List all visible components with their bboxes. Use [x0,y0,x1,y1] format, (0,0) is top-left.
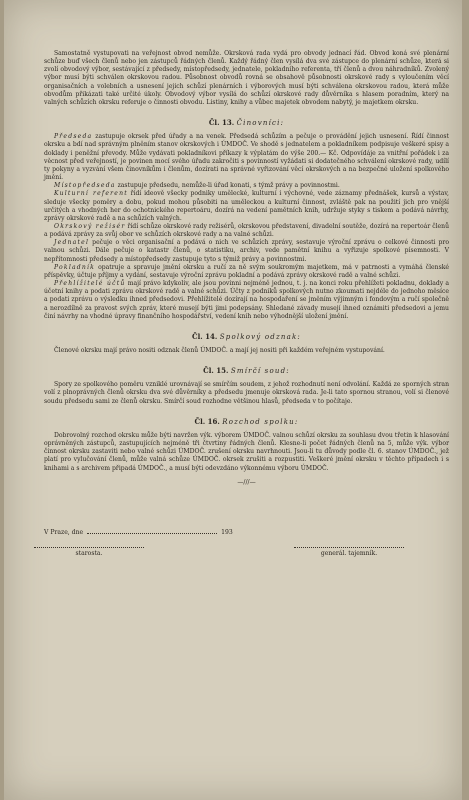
text-jednatel: pečuje o věci organisační a podává o nich ve schůzích zprávy, sestavuje výroční zprávu o celkové činnosti pro valnou schůzi. Dále pečuje o katastr členů, o statistiku, archiv, vede pamětní knihu a vyřizuje spolkové písemnosti. V nepřítomnosti předsedy a místopředsedy zastupuje tyto s týmiž právy a povinnostmi. [44,239,450,263]
signature-tajemnik: generál. tajemník. [294,547,404,558]
section-14-title: Spolkový odznak: [219,332,301,341]
paragraph-kulturni-referent [44,190,449,223]
section-15-number: Čl. 15. [203,366,229,376]
text-predseda: zastupuje okrsek před úřady a na venek. Předsedá schůzím a pečuje o provádění jejich usnesení. Řídí činnost okrsku a bdí nad správným plněním stanov okrskových i ÚMDOČ. Ve shodě s jednatelem a pokladníkem podpisuje veškeré spisy a doklady i peněžní převody. Může vydávati pokladníkovi příkazy k výplatám do výše 200.— Kč. Odpovídáje za vnitřní pořádek i za věcnost před veřejností, je povinen mocí svého úřadu zakročiti s povinností vyžádati si dodatečného schválení okrskové rady, udílí ty pokyny a vyzvání všem činovníkům i členům, dozírati na správné vyřizování věcí okrskových a na bezpečné uložení spolkového jmění. [44,133,449,182]
paragraph-smirci-soud: Spory ze spolkového poměru vzniklé urovnávají se smírčím soudem, z jehož rozhodnutí není odvolání. Každá ze sporných stran volí z plnoprávných členů okrsku dva své důvěrníky a předsedu jmenuje okrsková rada. Je-li tato spornou stranou, volí si členové soudu předsedu sami ze členů okrsku. Smírčí soud rozhodne většinou hlasů, předseda v to počítaje. [44,381,449,405]
date-prefix: V Praze, dne [44,528,84,536]
section-16-heading [44,418,449,426]
term-prehlizitele: Přehlížitelé účtů [54,280,126,288]
date-line [44,529,449,537]
paragraph-mistopredseda [44,182,449,190]
paragraph-odznak: Členové okrsku mají právo nositi odznak členů ÚMDOČ. a mají jej nositi při každém veřejném vystupování. [54,347,385,354]
text-kulturni-referent: řídí ideově všecky podniky umělecké, kulturní i výchovné, vede záznamy přednášek, kursů a výstav, sleduje všecky poměry a dobu, pokud mohou působiti na uměleckou a kulturní činnost, zvláště pak na použití jich pro vnější určitých a vhodných her do ochotnického repertoáru, dozírá na vedení pamětních knih, udržuje styky s tiskem a podává návrhy, zprávy okrskové radě a na schůzích valných. [44,190,449,222]
term-pokladnik: Pokladník [54,263,96,271]
date-year: 193 [221,528,233,536]
text-prehlizitele: mají právo kdykoliv, ale jsou povinni nejméně jednou, t. j. na konci roku přehlížeti pokladnu, doklady a účetní knihy a podati zprávu okrskové radě a valné schůzi. Účty z podniků spolkových nutno zkoumati nejdéle do jednoho měsíce a podati zprávu o výsledku ihned předsedovi. Přehlížitelé dozírají na hospodaření se jměním výjimným i fondovým a ručí společně a nerozdílně za pravost svých zpráv, které musejí býti jimi podepsány. Shledané závady musejí ihned oznámiti předsedovi a jemu činí návrhy na vhodné úpravy finančního hospodářství, vedení knih nebo výhodnější uložení jmění. [44,280,450,320]
text-reziser: řídí schůze okrskové rady režisérů, okrskovou představení, divadelní soutěže, dozírá na repertoár členů a podává zprávy za svůj obor ve schůzích okrskové rady a na valné schůzi. [44,222,450,239]
section-13-number: Čl. 13. [208,118,235,128]
section-15-heading [44,367,449,375]
section-13-title: Činovníci: [236,119,285,128]
signature-starosta: starosta. [34,547,144,558]
text-pokladnik: opatruje a spravuje jmění okrsku a ručí za ně svým soukromým majetkem, má v patrnosti a vymáhá členské příspěvky, účtuje příjmy a vydání, sestavuje výroční zprávu pokladní a podává zprávy okrskové radě a valné schůzi. [44,263,450,279]
term-mistopredseda: Místopředseda [54,182,116,190]
section-14-heading [44,333,449,341]
section-16-title: Rozchod spolku: [222,417,299,426]
paragraph-rozchod: Dobrovolný rozchod okrsku může býti navržen výk. výborem ÚMDOČ. valnou schůzí okrsku za souhlasu dvou třetin k hlasování oprávněných zástupců, zastupujících nejméně tři čtvrtiny řádných členů. Klesne-li počet řádných členů na 5, může výk. výbor činnost okrsku zastaviti nebo valné schůzi ÚMDOČ. zrušení okrsku navrhnouti. Jsou-li tu důvody podle čl. 6. stanov ÚMDOČ., jež platí pro vylučování členů, může valná schůze ÚMDOČ. okrsek zrušiti a rozpustiti. Veškeré jmění okrsku v těchto případech i s knihami a s archivem připadá ÚMDOČ., a musí býti odevzdáno výkonnému výboru ÚMDOČ. [44,431,449,472]
term-jednatel: Jednatel [54,239,90,247]
signatures [44,547,449,587]
paragraph-obvody: Samostatně vystupovati na veřejnost obvod nemůže. Okrsková rada vydá pro obvody jednací řád. Obvod koná své plenární schůze buď všech členů nebo jen zástupců řádných členů. Každý řádný člen vysílá dva své zástupce do plenární schůze, která si zvolí obvodový výbor, sestávající z předsedy, místopředsedy, jednatele, pokladního referenta, tří členů a dvou náhradníků. Zvolený výbor musí býti schválen okrskovou radou. Působnost obvodů rovná se obsahově působnosti okrskové rady s vyloučením věcí organisačních a volebních a usnesení jejich schůzí plenárních i výborových musí býti schválena okrskovou radou, která může obvodům přikázati také určité úkoly. Obvodový výbor vysílá do schůzí okrskové rady důvěrníka s hlasem poradním, který na valných schůzích okrsku referuje o činnosti obvodu. Listiny, knihy a vůbec majetek obvodem nabytý, je majetkem okrsku. [44,50,449,106]
paragraph-prehlizitele [44,280,449,321]
date-blank [87,533,217,534]
section-15-title: Smírčí soud: [230,367,290,376]
term-reziser: Okrskový režisér [54,222,126,230]
end-mark: —///— [237,478,256,486]
section-14-number: Čl. 14. [192,331,218,341]
paragraph-pokladnik [44,264,449,280]
document-page [4,0,462,800]
paragraph-predseda [44,133,449,182]
term-kulturni-referent: Kulturní referent [54,190,128,198]
section-13-heading [44,119,449,127]
statute-text [44,50,449,587]
text-mistopredseda: zastupuje předsedu, nemůže-li úřad konati, s týmž právy a povinnostmi. [117,182,340,190]
term-predseda: Předseda [54,133,93,141]
paragraph-reziser [44,223,449,239]
section-16-number: Čl. 16. [194,416,220,426]
paragraph-jednatel [44,239,449,263]
